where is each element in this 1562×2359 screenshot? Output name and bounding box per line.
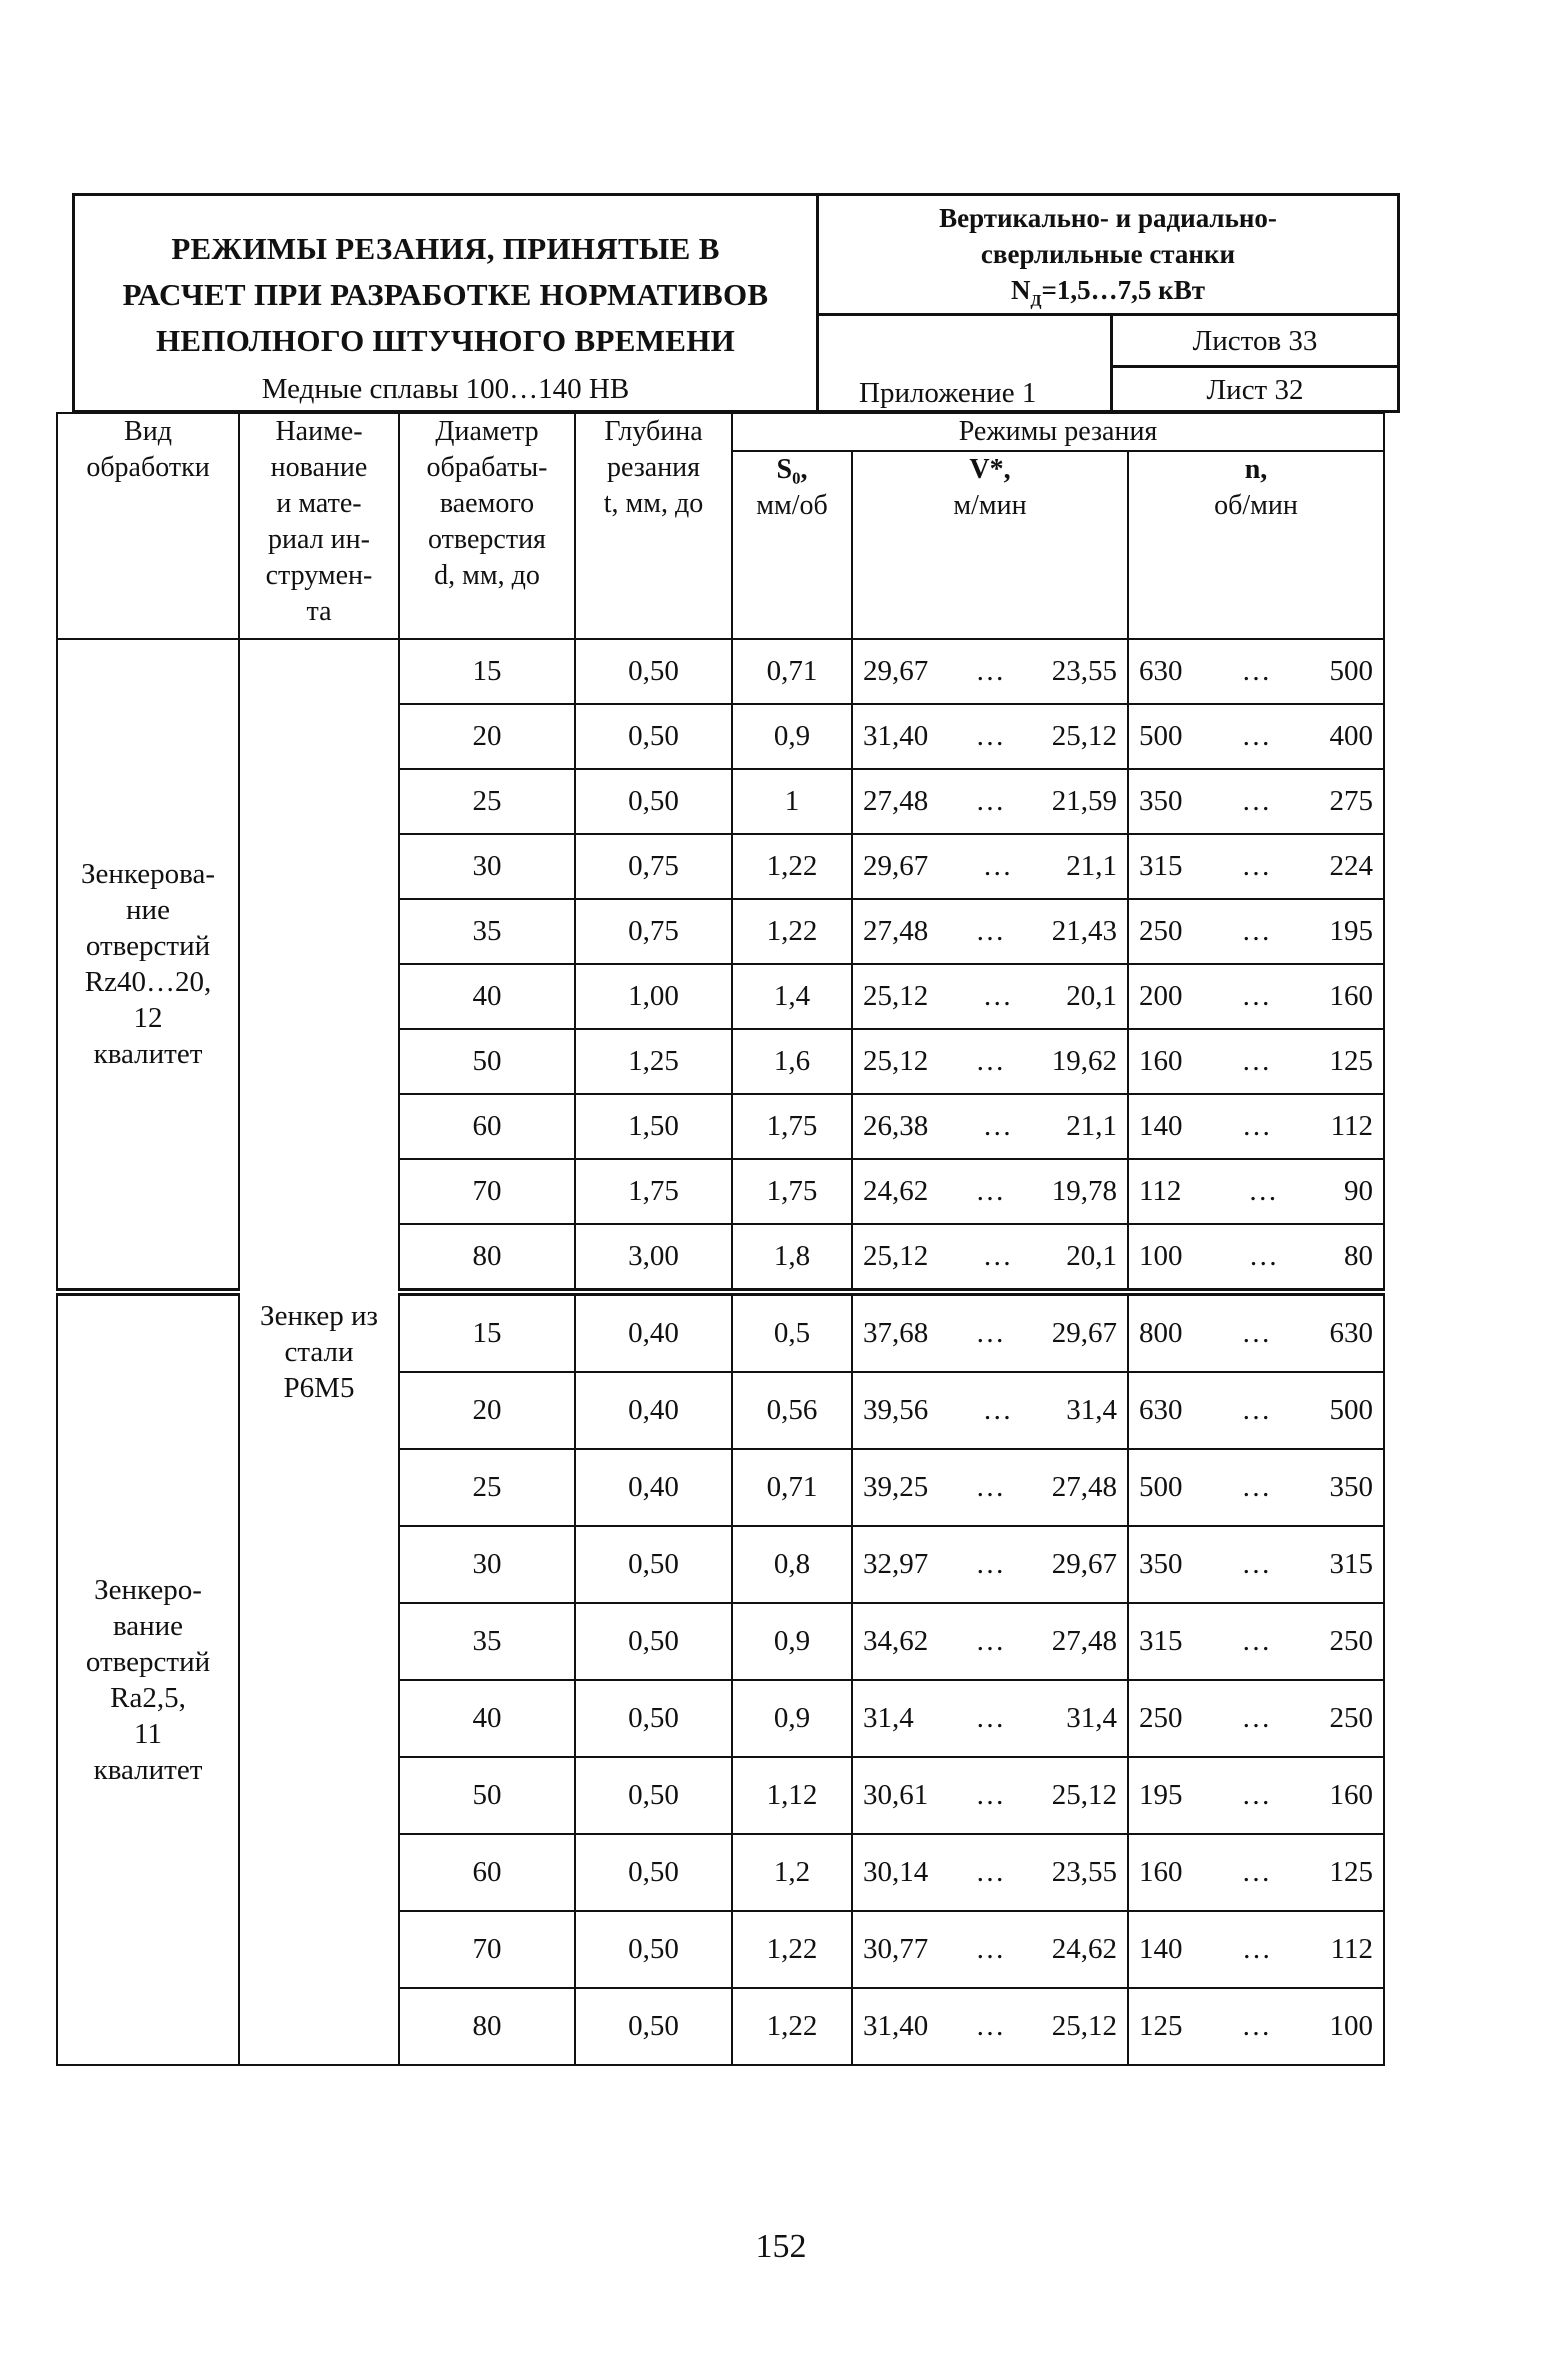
feed-cell: 1,22	[732, 899, 852, 964]
document-title	[75, 226, 816, 364]
feed-cell: 1	[732, 769, 852, 834]
speed-cell	[852, 1757, 1128, 1834]
text-line: отверстий	[85, 1646, 211, 1678]
text-line: Р6М5	[283, 1372, 355, 1404]
range-to: 25,12	[1051, 1779, 1117, 1811]
rpm-cell	[1128, 1680, 1384, 1757]
depth-cell: 0,50	[575, 1526, 732, 1603]
range-to: 315	[1329, 1548, 1374, 1580]
text-line: Вид	[124, 416, 172, 447]
diameter-cell: 15	[399, 1292, 575, 1372]
speed-cell	[852, 1292, 1128, 1372]
text-line: Зенкер из	[260, 1300, 378, 1332]
feed-cell: 0,5	[732, 1292, 852, 1372]
range-from: 31,40	[863, 720, 929, 752]
diameter-cell: 20	[399, 1372, 575, 1449]
text-line: струмен-	[265, 560, 373, 591]
rpm-cell	[1128, 1834, 1384, 1911]
text-line: t, мм, до	[603, 488, 704, 519]
rpm-cell	[1128, 1526, 1384, 1603]
feed-cell: 0,9	[732, 1680, 852, 1757]
range-to: 20,1	[1066, 980, 1117, 1012]
col-regimes-header: Режимы резания	[732, 413, 1384, 451]
range-separator: …	[982, 1240, 1012, 1272]
range-to: 80	[1344, 1240, 1374, 1272]
range-from: 39,25	[863, 1471, 929, 1503]
feed-cell: 0,71	[732, 1449, 852, 1526]
range-to: 25,12	[1051, 720, 1117, 752]
range-from: 140	[1139, 1933, 1183, 1965]
rpm-cell	[1128, 964, 1384, 1029]
col-feed-header: S₀, мм/об	[732, 451, 852, 639]
speed-cell	[852, 1603, 1128, 1680]
range-separator: …	[1241, 655, 1271, 687]
rpm-cell	[1128, 1988, 1384, 2065]
range-separator: …	[975, 2010, 1005, 2042]
range-from: 24,62	[863, 1175, 929, 1207]
range-separator: …	[1241, 1317, 1271, 1349]
range-from: 100	[1139, 1240, 1183, 1272]
text-line: обработки	[86, 452, 210, 483]
text-line: Наиме-	[275, 416, 363, 447]
speed-cell	[852, 834, 1128, 899]
range-separator: …	[1241, 1471, 1271, 1503]
range-to: 31,4	[1066, 1702, 1117, 1734]
sheets-total: Листов 33	[1113, 316, 1397, 368]
feed-cell: 1,6	[732, 1029, 852, 1094]
range-from: 160	[1139, 1045, 1183, 1077]
range-separator: …	[1241, 915, 1271, 947]
range-from: 630	[1139, 655, 1183, 687]
speed-cell	[852, 1834, 1128, 1911]
range-to: 31,4	[1066, 1394, 1117, 1426]
speed-cell	[852, 964, 1128, 1029]
rpm-cell	[1128, 1449, 1384, 1526]
range-from: 160	[1139, 1856, 1183, 1888]
depth-cell: 0,40	[575, 1449, 732, 1526]
depth-cell: 0,75	[575, 899, 732, 964]
diameter-cell: 30	[399, 1526, 575, 1603]
speed-cell	[852, 1911, 1128, 1988]
feed-cell: 1,22	[732, 834, 852, 899]
diameter-cell: 35	[399, 899, 575, 964]
range-to: 29,67	[1051, 1317, 1117, 1349]
range-from: 315	[1139, 1625, 1183, 1657]
range-to: 27,48	[1051, 1471, 1117, 1503]
range-to: 20,1	[1066, 1240, 1117, 1272]
text-line: квалитет	[93, 1754, 203, 1786]
range-from: 26,38	[863, 1110, 929, 1142]
range-from: 630	[1139, 1394, 1183, 1426]
speed-cell	[852, 1988, 1128, 2065]
diameter-cell: 70	[399, 1159, 575, 1224]
rpm-cell	[1128, 704, 1384, 769]
range-separator: …	[975, 720, 1005, 752]
range-separator: …	[975, 655, 1005, 687]
range-from: 29,67	[863, 850, 929, 882]
range-to: 125	[1329, 1045, 1374, 1077]
diameter-cell: 50	[399, 1029, 575, 1094]
range-to: 21,1	[1066, 850, 1117, 882]
text-line: та	[306, 596, 332, 627]
text-line: стали	[284, 1336, 354, 1368]
text-line: Зенкерова-	[81, 858, 215, 890]
document-header	[72, 193, 1400, 413]
text-line: Зенкеро-	[94, 1574, 202, 1606]
text-line: нование	[270, 452, 368, 483]
diameter-cell: 25	[399, 1449, 575, 1526]
range-separator: …	[1241, 1045, 1271, 1077]
range-from: 30,77	[863, 1933, 929, 1965]
text-line: ваемого	[439, 488, 535, 519]
range-separator: …	[1242, 1110, 1272, 1142]
col-rpm-header: n, об/мин	[1128, 451, 1384, 639]
range-separator: …	[975, 1548, 1005, 1580]
col-tool-header	[239, 413, 399, 639]
range-from: 34,62	[863, 1625, 929, 1657]
range-from: 112	[1139, 1175, 1182, 1207]
title-line: НЕПОЛНОГО ШТУЧНОГО ВРЕМЕНИ	[155, 323, 736, 358]
speed-cell	[852, 704, 1128, 769]
range-to: 160	[1329, 980, 1374, 1012]
rpm-cell	[1128, 1224, 1384, 1292]
range-to: 25,12	[1051, 2010, 1117, 2042]
range-to: 19,62	[1051, 1045, 1117, 1077]
range-separator: …	[1241, 1702, 1271, 1734]
diameter-cell: 60	[399, 1094, 575, 1159]
speed-cell	[852, 639, 1128, 704]
process-cell	[57, 639, 239, 1292]
depth-cell: 0,75	[575, 834, 732, 899]
speed-cell	[852, 899, 1128, 964]
range-to: 224	[1329, 850, 1374, 882]
range-to: 630	[1329, 1317, 1374, 1349]
col-process-header	[57, 413, 239, 639]
text-line: Глубина	[604, 416, 703, 447]
feed-cell: 1,22	[732, 1911, 852, 1988]
range-from: 250	[1139, 1702, 1183, 1734]
range-to: 29,67	[1051, 1548, 1117, 1580]
range-to: 23,55	[1051, 655, 1117, 687]
range-to: 24,62	[1051, 1933, 1117, 1965]
depth-cell: 0,50	[575, 704, 732, 769]
diameter-cell: 80	[399, 1224, 575, 1292]
range-from: 30,14	[863, 1856, 929, 1888]
range-from: 39,56	[863, 1394, 929, 1426]
text-line: вание	[112, 1610, 184, 1642]
text-line: обрабаты-	[426, 452, 548, 483]
rpm-cell	[1128, 899, 1384, 964]
range-separator: …	[975, 915, 1005, 947]
diameter-cell: 20	[399, 704, 575, 769]
speed-cell	[852, 1372, 1128, 1449]
depth-cell: 0,50	[575, 1911, 732, 1988]
power-range: $N_Д=1,5\dots 7,5$ кВт	[1011, 275, 1205, 310]
range-from: 800	[1139, 1317, 1183, 1349]
feed-cell: 1,22	[732, 1988, 852, 2065]
range-separator: …	[1241, 1779, 1271, 1811]
range-from: 125	[1139, 2010, 1183, 2042]
range-separator: …	[1241, 850, 1271, 882]
range-separator: …	[1241, 785, 1271, 817]
text-line: d, мм, до	[434, 560, 540, 591]
range-to: 21,59	[1051, 785, 1117, 817]
range-separator: …	[1241, 1394, 1271, 1426]
diameter-cell: 35	[399, 1603, 575, 1680]
feed-cell: 0,9	[732, 1603, 852, 1680]
range-to: 195	[1329, 915, 1374, 947]
title-line: РЕЖИМЫ РЕЗАНИЯ, ПРИНЯТЫЕ В	[171, 231, 720, 266]
sheet-number: Лист 32	[1206, 374, 1304, 406]
range-to: 400	[1329, 720, 1374, 752]
depth-cell: 0,50	[575, 1603, 732, 1680]
range-from: 37,68	[863, 1317, 929, 1349]
range-to: 100	[1329, 2010, 1374, 2042]
depth-cell: 3,00	[575, 1224, 732, 1292]
range-separator: …	[975, 1856, 1005, 1888]
text-line: Rz40…20,	[84, 966, 212, 998]
depth-cell: 1,25	[575, 1029, 732, 1094]
diameter-cell: 40	[399, 964, 575, 1029]
range-to: 275	[1329, 785, 1374, 817]
text-line: Диаметр	[435, 416, 539, 447]
range-to: 250	[1329, 1625, 1374, 1657]
range-separator: …	[1241, 980, 1271, 1012]
range-to: 500	[1329, 1394, 1374, 1426]
col-depth-header	[575, 413, 732, 639]
range-separator: …	[1248, 1240, 1278, 1272]
range-separator: …	[975, 1045, 1005, 1077]
depth-cell: 0,50	[575, 769, 732, 834]
range-to: 21,43	[1051, 915, 1117, 947]
range-from: 350	[1139, 785, 1183, 817]
range-to: 112	[1330, 1110, 1374, 1142]
depth-cell: 0,50	[575, 639, 732, 704]
range-from: 25,12	[863, 980, 929, 1012]
diameter-cell: 50	[399, 1757, 575, 1834]
text-line: 11	[134, 1718, 162, 1750]
rpm-cell	[1128, 1757, 1384, 1834]
range-separator: …	[1241, 2010, 1271, 2042]
range-from: 27,48	[863, 915, 929, 947]
col-speed-header: V*, м/мин	[852, 451, 1128, 639]
diameter-cell: 40	[399, 1680, 575, 1757]
feed-cell: 0,71	[732, 639, 852, 704]
diameter-cell: 15	[399, 639, 575, 704]
range-separator: …	[982, 850, 1012, 882]
range-to: 160	[1329, 1779, 1374, 1811]
feed-cell: 1,4	[732, 964, 852, 1029]
text-line: отверстия	[428, 524, 546, 555]
depth-cell: 1,00	[575, 964, 732, 1029]
text-line: квалитет	[93, 1038, 203, 1070]
machine-line: сверлильные станки	[980, 239, 1236, 269]
range-separator: …	[982, 980, 1012, 1012]
text-line: и мате-	[276, 488, 362, 519]
range-from: 250	[1139, 915, 1183, 947]
range-to: 500	[1329, 655, 1374, 687]
material-label: Медные сплавы 100…140 НВ	[261, 373, 630, 405]
depth-cell: 0,40	[575, 1372, 732, 1449]
table-body	[57, 639, 1384, 2065]
rpm-cell	[1128, 1372, 1384, 1449]
range-separator: …	[975, 1471, 1005, 1503]
range-to: 250	[1329, 1702, 1374, 1734]
depth-cell: 0,50	[575, 1757, 732, 1834]
range-to: 27,48	[1051, 1625, 1117, 1657]
feed-cell: 1,75	[732, 1094, 852, 1159]
range-separator: …	[975, 1933, 1005, 1965]
text-line: 12	[133, 1002, 163, 1034]
range-from: 140	[1139, 1110, 1183, 1142]
depth-cell: 0,50	[575, 1680, 732, 1757]
cutting-modes-table	[56, 412, 1385, 2066]
depth-cell: 0,50	[575, 1834, 732, 1911]
range-from: 315	[1139, 850, 1183, 882]
text-line: резания	[606, 452, 701, 483]
range-from: 200	[1139, 980, 1183, 1012]
rpm-cell	[1128, 834, 1384, 899]
depth-cell: 0,40	[575, 1292, 732, 1372]
table-row	[57, 639, 1384, 704]
range-to: 21,1	[1066, 1110, 1117, 1142]
text-line: риал ин-	[268, 524, 370, 555]
header-title-block	[75, 196, 819, 410]
feed-cell: 1,8	[732, 1224, 852, 1292]
range-from: 350	[1139, 1548, 1183, 1580]
rpm-cell	[1128, 1094, 1384, 1159]
rpm-cell	[1128, 1603, 1384, 1680]
range-to: 112	[1330, 1933, 1374, 1965]
range-from: 29,67	[863, 655, 929, 687]
range-to: 350	[1329, 1471, 1374, 1503]
depth-cell: 1,75	[575, 1159, 732, 1224]
speed-cell	[852, 1526, 1128, 1603]
diameter-cell: 25	[399, 769, 575, 834]
rpm-cell	[1128, 1911, 1384, 1988]
header-info-block	[819, 196, 1397, 410]
range-separator: …	[1242, 1933, 1272, 1965]
rpm-cell	[1128, 769, 1384, 834]
title-line: РАСЧЕТ ПРИ РАЗРАБОТКЕ НОРМАТИВОВ	[122, 277, 769, 312]
feed-cell: 0,8	[732, 1526, 852, 1603]
appendix-label: Приложение 1	[819, 316, 1113, 410]
rpm-cell	[1128, 1159, 1384, 1224]
range-separator: …	[1241, 720, 1271, 752]
speed-cell	[852, 1094, 1128, 1159]
range-from: 25,12	[863, 1045, 929, 1077]
range-separator: …	[975, 1779, 1005, 1811]
page-number: 152	[755, 2228, 807, 2265]
tool-cell	[239, 639, 399, 2065]
range-separator: …	[1241, 1625, 1271, 1657]
range-from: 500	[1139, 1471, 1183, 1503]
range-to: 125	[1329, 1856, 1374, 1888]
depth-cell: 1,50	[575, 1094, 732, 1159]
range-from: 32,97	[863, 1548, 929, 1580]
range-from: 30,61	[863, 1779, 929, 1811]
depth-cell: 0,50	[575, 1988, 732, 2065]
range-to: 19,78	[1051, 1175, 1117, 1207]
feed-cell: 0,56	[732, 1372, 852, 1449]
col-diameter-header	[399, 413, 575, 639]
range-from: 31,40	[863, 2010, 929, 2042]
range-separator: …	[1248, 1175, 1278, 1207]
range-from: 195	[1139, 1779, 1183, 1811]
range-to: 23,55	[1051, 1856, 1117, 1888]
speed-cell	[852, 1159, 1128, 1224]
rpm-cell	[1128, 1292, 1384, 1372]
text-line: отверстий	[85, 930, 211, 962]
range-separator: …	[975, 1625, 1005, 1657]
range-separator: …	[975, 1702, 1005, 1734]
range-separator: …	[1241, 1548, 1271, 1580]
feed-cell: 1,75	[732, 1159, 852, 1224]
diameter-cell: 30	[399, 834, 575, 899]
rpm-cell	[1128, 639, 1384, 704]
diameter-cell: 80	[399, 1988, 575, 2065]
feed-cell: 0,9	[732, 704, 852, 769]
range-from: 500	[1139, 720, 1183, 752]
range-from: 27,48	[863, 785, 929, 817]
machine-type	[819, 196, 1397, 316]
text-line: Ra2,5,	[110, 1682, 186, 1714]
range-to: 90	[1344, 1175, 1374, 1207]
diameter-cell: 70	[399, 1911, 575, 1988]
range-separator: …	[975, 785, 1005, 817]
speed-cell	[852, 769, 1128, 834]
speed-cell	[852, 1680, 1128, 1757]
range-separator: …	[982, 1110, 1012, 1142]
speed-cell	[852, 1224, 1128, 1292]
text-line: ние	[126, 894, 170, 926]
range-separator: …	[1241, 1856, 1271, 1888]
feed-cell: 1,12	[732, 1757, 852, 1834]
feed-cell: 1,2	[732, 1834, 852, 1911]
range-from: 25,12	[863, 1240, 929, 1272]
diameter-cell: 60	[399, 1834, 575, 1911]
range-separator: …	[982, 1394, 1012, 1426]
speed-cell	[852, 1449, 1128, 1526]
range-from: 31,4	[863, 1702, 914, 1734]
speed-cell	[852, 1029, 1128, 1094]
range-separator: …	[975, 1175, 1005, 1207]
process-cell	[57, 1292, 239, 2065]
rpm-cell	[1128, 1029, 1384, 1094]
range-separator: …	[975, 1317, 1005, 1349]
machine-line: Вертикально- и радиально-	[939, 203, 1277, 233]
